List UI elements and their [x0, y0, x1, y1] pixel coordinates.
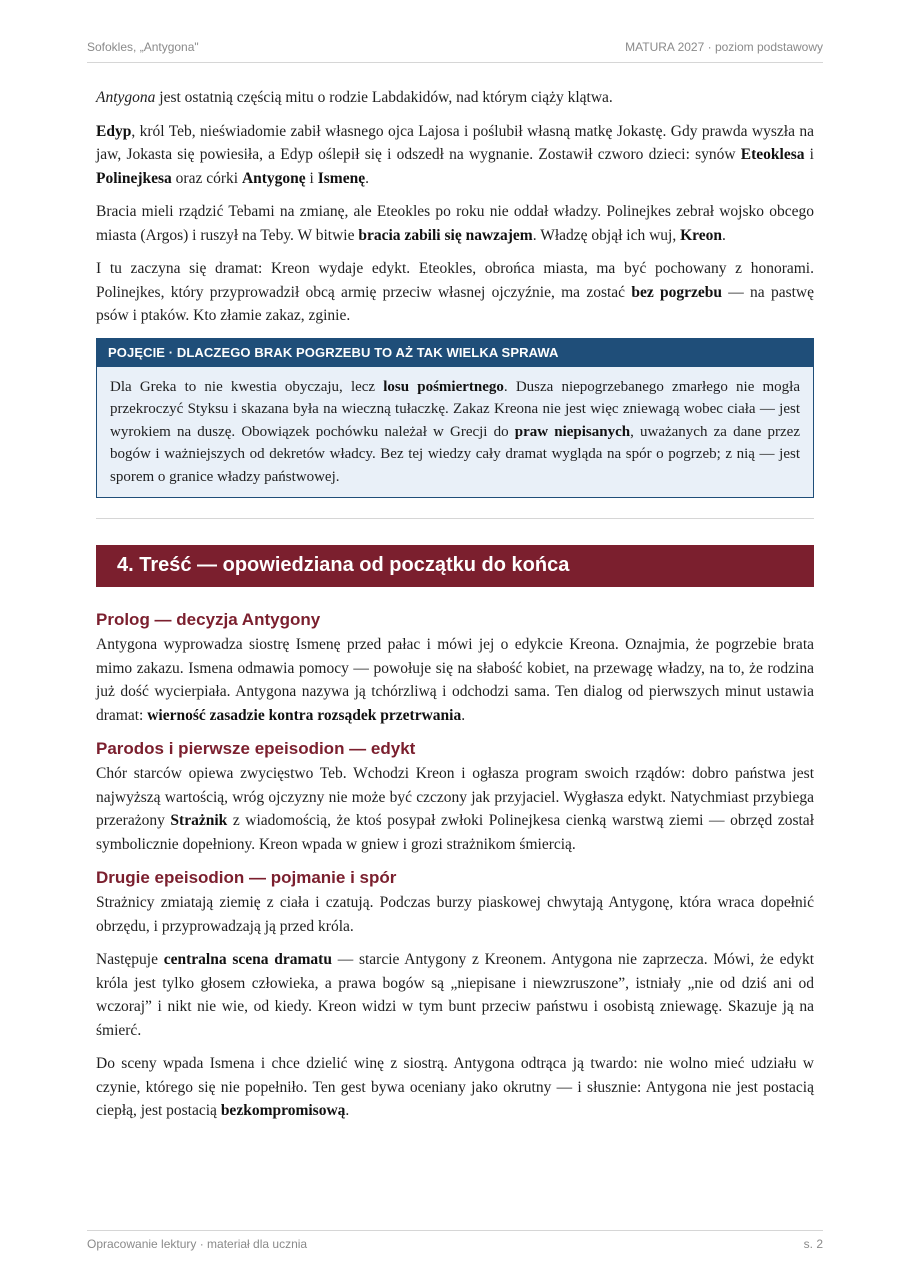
bold-eteoklesa: Eteoklesa: [740, 146, 805, 163]
bold-kreon: Kreon: [680, 226, 722, 244]
bold-centralna-scena: centralna scena dramatu: [163, 951, 332, 968]
footer-left-text: Opracowanie lektury · materiał dla ucznia: [87, 1237, 308, 1251]
drugie-p3-text-2: .: [345, 1102, 350, 1119]
parodos-heading: Parodos i pierwsze epeisodion — edykt: [96, 739, 416, 758]
bold-los-posmiertny: losu pośmiertnego: [383, 378, 504, 395]
intro-paragraph-3: [96, 200, 814, 247]
concept-box-title: POJĘCIE · DLACZEGO BRAK POGRZEBU TO AŻ TAK WIELKA SPRAWA: [97, 339, 813, 367]
section-heading: 4. Treść — opowiedziana od początku do końca: [96, 545, 814, 587]
concept-box-body: [97, 367, 813, 498]
concept-box-paragraph: [110, 376, 800, 489]
bold-bezkompromisowa: bezkompromisową: [220, 1102, 346, 1119]
intro-paragraph-1: [96, 86, 814, 110]
parodos-paragraph: [96, 762, 814, 856]
drugie-p3-text-1: Do sceny wpada Ismena i chce dzielić winę z siostrą. Antygona odtrąca ją twardo: nie wolno mieć udziału w czynie, którego się nie popełniło. Ten gest bywa oceniany jako okrutny — i słusznie: Antygona nie jest postacią ciepłą, jest postacią: [96, 1055, 814, 1119]
intro-p4-text-1: I tu zaczyna się dramat: Kreon wydaje edykt. Eteokles, obrońca miasta, ma być pochowany z honorami. Polinejkes, który przyprowadził obcą armię przeciw własnej ojczyźnie, ma zostać: [96, 260, 814, 301]
concept-box: [96, 338, 814, 499]
drugie-paragraph-2: [96, 948, 814, 1042]
intro-p2-text-2: i: [804, 146, 814, 163]
drugie-p2-text-1: Następuje: [96, 951, 164, 968]
bold-ismene: Ismenę: [317, 169, 366, 187]
prolog-text-2: .: [461, 706, 466, 724]
bold-bracia: bracia zabili się nawzajem: [358, 226, 533, 244]
concept-text-2: . Dusza niepogrzebanego zmarłego nie mogła przekroczyć Styksu i skazana była na wieczną tułaczkę. Zakaz Kreona nie jest więc zniewagą wobec ciała — jest wyrokiem na duszę. Obowiązek pochówku należał w Grecji do: [110, 378, 800, 440]
prolog-heading: Prolog — decyzja Antygony: [96, 610, 321, 629]
intro-paragraph-2: [96, 120, 814, 191]
bold-polinejkesa: Polinejkesa: [96, 169, 172, 187]
intro-p4-text-2: — na pastwę psów i ptaków. Kto złamie zakaz, zginie.: [96, 283, 815, 324]
bold-antygone: Antygonę: [241, 169, 306, 187]
bold-edyp: Edyp: [96, 122, 132, 140]
bold-wiernosc: wierność zasadzie kontra rozsądek przetrwania: [147, 706, 462, 724]
intro-p3-text-2: . Władzę objął ich wuj,: [532, 226, 681, 244]
parodos-text-2: z wiadomością, że ktoś posypał zwłoki Polinejkesa cienką warstwą ziemi — obrzęd został symbolicznie dopełniony. Kreon wpada w gniew i grozi strażnikom śmiercią.: [96, 812, 814, 853]
intro-p2-text-3: oraz córki: [171, 169, 242, 187]
bold-straznik: Strażnik: [170, 812, 228, 829]
concept-text-1: Dla Greka to nie kwestia obyczaju, lecz: [110, 378, 384, 395]
drugie-paragraph-1: Strażnicy zmiatają ziemię z ciała i czatują. Podczas burzy piaskowej chwytają Antygonę, która wraca dopełnić obrzędu, i przyprowadzają ją przed króla.: [96, 894, 814, 935]
page-content: [96, 86, 814, 1133]
intro-paragraph-4: [96, 257, 814, 328]
header-left-text: Sofokles, „Antygona": [87, 40, 199, 54]
parodos-text-1: Chór starców opiewa zwycięstwo Teb. Wchodzi Kreon i ogłasza program swoich rządów: dobro państwa jest najwyższą wartością, wróg ojczyzny nie może być czczony jak przyjaciel. Wygłasza edykt. Natychmiast przybiega przerażony: [96, 765, 814, 829]
page-header: [87, 38, 823, 63]
drugie-paragraph-3: [96, 1052, 814, 1123]
concept-text-3: , uważanych za dane przez bogów i ważniejszych od dekretów władcy. Bez tej wiedzy cały dramat wygląda na spór o pogrzeb; z nią — jest sporem o granice władzy państwowej.: [110, 423, 801, 485]
bold-prawa-niepisane: praw niepisanych: [514, 423, 631, 440]
drugie-heading: Drugie epeisodion — pojmanie i spór: [96, 868, 397, 887]
intro-p3-text-1: Bracia mieli rządzić Tebami na zmianę, ale Eteokles po roku nie oddał władzy. Polinejkes zebrał wojsko obcego miasta (Argos) i ruszył na Teby. W bitwie: [96, 203, 814, 244]
page-number: s. 2: [803, 1237, 823, 1251]
drugie-p2-text-2: — starcie Antygony z Kreonem. Antygona nie zaprzecza. Mówi, że edykt króla jest tylko głosem człowieka, a prawa bogów są „niepisane i niewzruszone”, istniały „nie od dziś ani od wczoraj” i nikt nie wie, od kiedy. Kreon widzi w tym bunt przeciw państwu i osobistą zniewagę. Skazuje ją na śmierć.: [96, 951, 815, 1039]
intro-p1-text: jest ostatnią częścią mitu o rodzie Labdakidów, nad którym ciąży klątwa.: [155, 89, 613, 106]
bold-bez-pogrzebu: bez pogrzebu: [631, 283, 722, 301]
prolog-paragraph: [96, 633, 814, 727]
intro-p2-text-1: , król Teb, nieświadomie zabił własnego ojca Lajosa i poślubił własną matkę Jokastę. Gdy prawda wyszła na jaw, Jokasta się powiesiła, a Edyp oślepił się i odszedł na wygnanie. Zostawił czworo dzieci: synów: [96, 122, 814, 163]
title-emphasis: Antygona: [96, 89, 156, 106]
divider: [96, 518, 814, 519]
page-footer: [87, 1230, 823, 1255]
intro-p2-text-4: i: [305, 169, 318, 187]
prolog-text-1: Antygona wyprowadza siostrę Ismenę przed pałac i mówi jej o edykcie Kreona. Oznajmia, że pogrzebie brata mimo zakazu. Ismena odmawia pomocy — powołuje się na słabość kobiet, na przewagę władzy, na to, że rodzina już dość wycierpiała. Antygona nazywa ją tchórzliwą i odchodzi sama. Ten dialog od pierwszych minut ustawia dramat:: [96, 636, 814, 724]
intro-p3-text-3: .: [722, 226, 726, 244]
header-right-text: MATURA 2027 · poziom podstawowy: [625, 40, 823, 54]
intro-p2-text-5: .: [365, 169, 369, 187]
